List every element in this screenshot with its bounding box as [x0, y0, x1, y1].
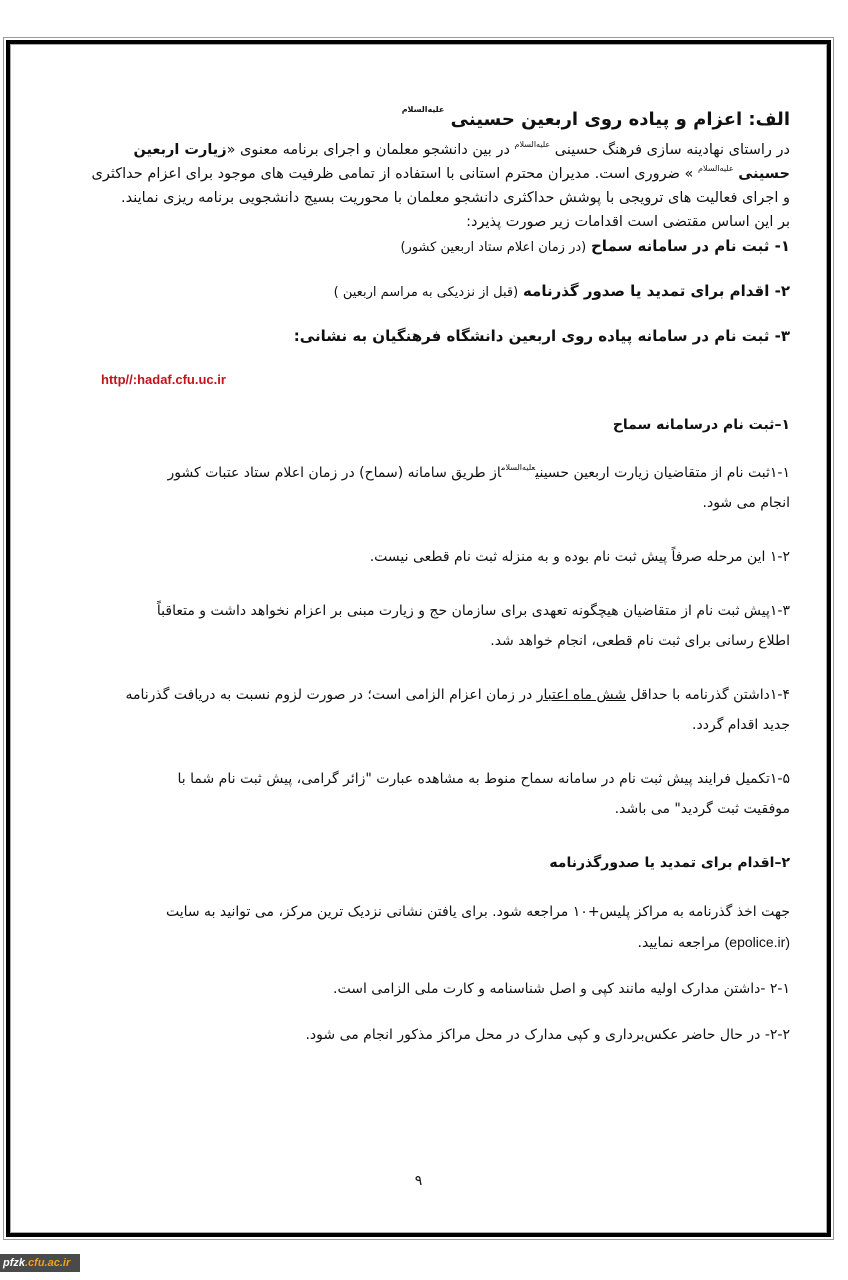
section-1-item: [125, 687, 790, 703]
item-text: از طریق سامانه (سماح) در زمان اعلام ستاد عتبات کشور: [167, 465, 502, 481]
honorific-mark: علیه‌السلام: [501, 463, 536, 472]
item-text: ۱-۱ثبت نام از متقاضیان زیارت اربعین حسینی: [535, 465, 790, 481]
section-2-intro: جهت اخذ گذرنامه به مراکز پلیس+۱۰ مراجعه شود. برای یافتن نشانی نزدیک ترین مرکز، می توانید به سایت: [165, 904, 790, 920]
section-2-item: ۲-۲- در حال حاضر عکس‌برداری و کپی مدارک در محل مراکز مذکور انجام می شود.: [305, 1027, 790, 1043]
registration-url-link[interactable]: http//:hadaf.cfu.uc.ir: [101, 372, 226, 387]
item-text: ۱-۴داشتن گذرنامه با حداقل: [630, 687, 790, 703]
honorific-mark: علیه‌السلام: [514, 140, 551, 149]
step-note: (در زمان اعلام ستاد اربعین کشور): [400, 240, 587, 255]
section-2-item: ۲-۱ -داشتن مدارک اولیه مانند کپی و اصل شناسنامه و کارت ملی الزامی است.: [333, 981, 790, 997]
section-1-item-cont: جدید اقدام گردد.: [692, 717, 790, 733]
section-1-item-cont: موفقیت ثبت گردید" می باشد.: [614, 801, 790, 817]
page-number: ۹: [414, 1173, 423, 1189]
intro-text: در بین دانشجو معلمان و اجرای برنامه معنوی «: [226, 142, 510, 158]
watermark-domain: .cfu.ac.ir: [25, 1257, 71, 1269]
section-1-item: ۱-۳پیش ثبت نام از متقاضیان هیچگونه تعهدی برای سازمان حج و زیارت مبنی بر اعزام نخواهد داشت و متعاقباً: [156, 603, 790, 619]
section-1-item: ۱-۲ این مرحله صرفاً پیش ثبت نام بوده و به منزله ثبت نام قطعی نیست.: [369, 549, 790, 565]
section-1-item: [168, 465, 790, 481]
watermark-text: pfzk: [3, 1257, 25, 1269]
section-1-item: ۱-۵تکمیل فرایند پیش ثبت نام در سامانه سماح منوط به مشاهده عبارت "زائر گرامی، پیش ثبت نام شما با: [177, 771, 790, 787]
item-text: مراجعه نمایید.: [637, 935, 721, 951]
honorific-mark: علیه‌السلام: [698, 164, 734, 173]
intro-line-4: بر این اساس مقتضی است اقدامات زیر صورت پذیرد:: [466, 214, 790, 230]
intro-bold-text: زیارت اربعین: [133, 142, 227, 158]
site-watermark: [0, 1254, 80, 1272]
epolice-link[interactable]: (epolice.ir): [724, 934, 790, 950]
step-note: (قبل از نزدیکی به مراسم اربعین ): [333, 285, 519, 300]
step-item: [334, 282, 790, 300]
step-title: ۲- اقدام برای تمدید یا صدور گذرنامه: [522, 282, 790, 300]
intro-line-3: و اجرای فعالیت های ترویجی با پوشش حداکثری دانشجو معلمان با محوریت بسیج دانشجویی برنامه ریزی نمایند.: [121, 190, 790, 206]
underlined-text: شش ماه اعتبار: [536, 687, 627, 703]
intro-text: » ضروری است. مدیران محترم استانی با استفاده از تمامی ظرفیت های موجود برای اعزام حداکثری: [91, 166, 694, 182]
section-2-heading: ۲–اقدام برای تمدید یا صدورگذرنامه: [549, 855, 790, 871]
page-border: [3, 37, 834, 1240]
step-title: ۱- ثبت نام در سامانه سماح: [591, 237, 790, 255]
section-1-heading: ۱–ثبت نام درسامانه سماح: [612, 417, 790, 433]
step-item: [294, 327, 790, 345]
intro-text: در راستای نهادینه سازی فرهنگ حسینی: [554, 142, 790, 158]
page-border-inner: [6, 40, 831, 1237]
section-2-intro-cont: [638, 934, 790, 951]
intro-line-2: [92, 166, 791, 182]
honorific-mark: علیه‌السلام: [401, 105, 445, 114]
page-body: [10, 44, 827, 1233]
section-1-item-cont: انجام می شود.: [702, 495, 790, 511]
intro-bold-text: حسینی: [738, 166, 790, 182]
main-title-text: الف: اعزام و پیاده روی اربعین حسینی: [450, 109, 790, 130]
main-title: [401, 105, 790, 130]
item-text: در زمان اعزام الزامی است؛ در صورت لزوم نسبت به دریافت گذرنامه: [125, 687, 533, 703]
step-item: [400, 237, 790, 255]
step-title: ۳- ثبت نام در سامانه پیاده روی اربعین دانشگاه فرهنگیان به نشانی:: [293, 327, 790, 345]
section-1-item-cont: اطلاع رسانی برای ثبت نام قطعی، انجام خواهد شد.: [490, 633, 790, 649]
intro-line-1: [133, 142, 790, 158]
